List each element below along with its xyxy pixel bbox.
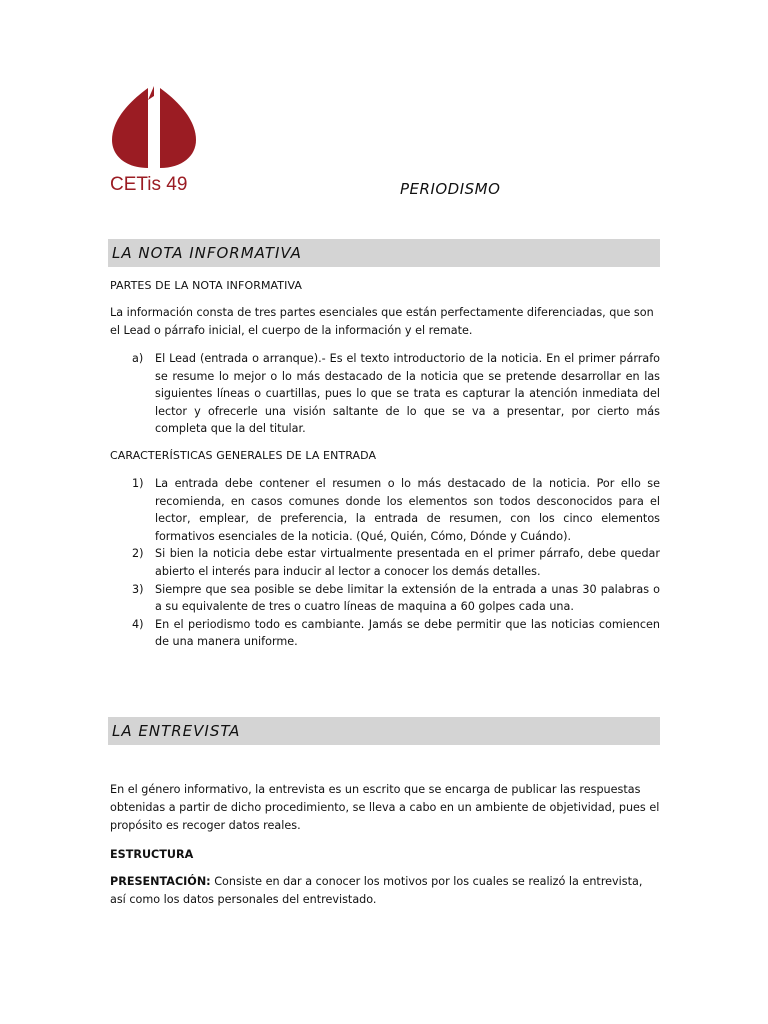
list-marker: 2) bbox=[132, 547, 144, 561]
subheading-partes: PARTES DE LA NOTA INFORMATIVA bbox=[110, 279, 303, 292]
list-item bbox=[110, 581, 660, 616]
characteristics-list bbox=[110, 475, 660, 651]
list-item bbox=[110, 545, 660, 580]
list-marker: a) bbox=[132, 352, 144, 365]
list-item-text: El Lead (entrada o arranque).- Es el texto introductorio de la noticia. En el primer párrafo se resume lo mejor o lo más destacado de la noticia que se pretende desarrollar en las siguientes líneas o cuartillas, pues lo que se trata es capturar la atención inmediata del lector y ofrecerle una visión saltante de lo que se va a presentar, por cierto más completa que la del titular. bbox=[155, 352, 660, 436]
paragraph-intro: La información consta de tres partes esenciales que están perfectamente diferenciadas, que son el Lead o párrafo inicial, el cuerpo de la información y el remate. bbox=[110, 306, 654, 337]
paragraph-entrevista: En el género informativo, la entrevista es un escrito que se encarga de publicar las respuestas obtenidas a partir de dicho procedimiento, se lleva a cabo en un ambiente de objetividad, pues el propósito es recoger datos reales. bbox=[110, 783, 660, 832]
list-item-text: La entrada debe contener el resumen o lo más destacado de la noticia. Por ello se recomienda, en casos comunes donde los elementos son todos desconocidos para el lector, emplear, de preferencia, la entrada de resumen, con los cinco elementos formativos esenciales de la noticia. (Qué, Quién, Cómo, Dónde y Cuándo). bbox=[155, 477, 660, 543]
subheading-caracteristicas: CARACTERÍSTICAS GENERALES DE LA ENTRADA bbox=[110, 449, 377, 462]
list-item-text: Siempre que sea posible se debe limitar la extensión de la entrada a unas 30 palabras o a su equivalente de tres o cuatro líneas de maquina a 60 golpes cada una. bbox=[155, 582, 660, 614]
list-item-text: En el periodismo todo es cambiante. Jamás se debe permitir que las noticias comiencen de una manera uniforme. bbox=[155, 617, 660, 649]
list-marker: 3) bbox=[132, 582, 144, 596]
section-heading-nota bbox=[108, 239, 660, 267]
list-marker: 4) bbox=[132, 617, 144, 631]
presentacion-label: PRESENTACIÓN: bbox=[110, 875, 211, 888]
section-heading-text: LA NOTA INFORMATIVA bbox=[112, 244, 302, 262]
lead-list bbox=[110, 350, 660, 438]
list-marker: 1) bbox=[132, 477, 144, 490]
section-heading-text: LA ENTREVISTA bbox=[112, 722, 241, 740]
presentacion-text: Consiste en dar a conocer los motivos por los cuales se realizó la entrevista, así como los datos personales del entrevistado. bbox=[110, 875, 643, 906]
logo-text: CETis 49 bbox=[110, 174, 188, 194]
cetis-logo bbox=[108, 82, 200, 194]
section-heading-entrevista bbox=[108, 717, 660, 745]
list-item bbox=[110, 616, 660, 651]
subheading-estructura bbox=[110, 846, 660, 864]
list-item bbox=[110, 350, 660, 438]
list-item-text: Si bien la noticia debe estar virtualmente presentada en el primer párrafo, debe quedar abierto el interés para inducir al lector a conocer los demás detalles. bbox=[155, 547, 660, 578]
paragraph-presentacion bbox=[110, 873, 660, 909]
estructura-label: ESTRUCTURA bbox=[110, 848, 194, 861]
document-title: PERIODISMO bbox=[400, 180, 501, 198]
list-item bbox=[110, 475, 660, 545]
cetis-logo-graphic bbox=[108, 82, 200, 194]
